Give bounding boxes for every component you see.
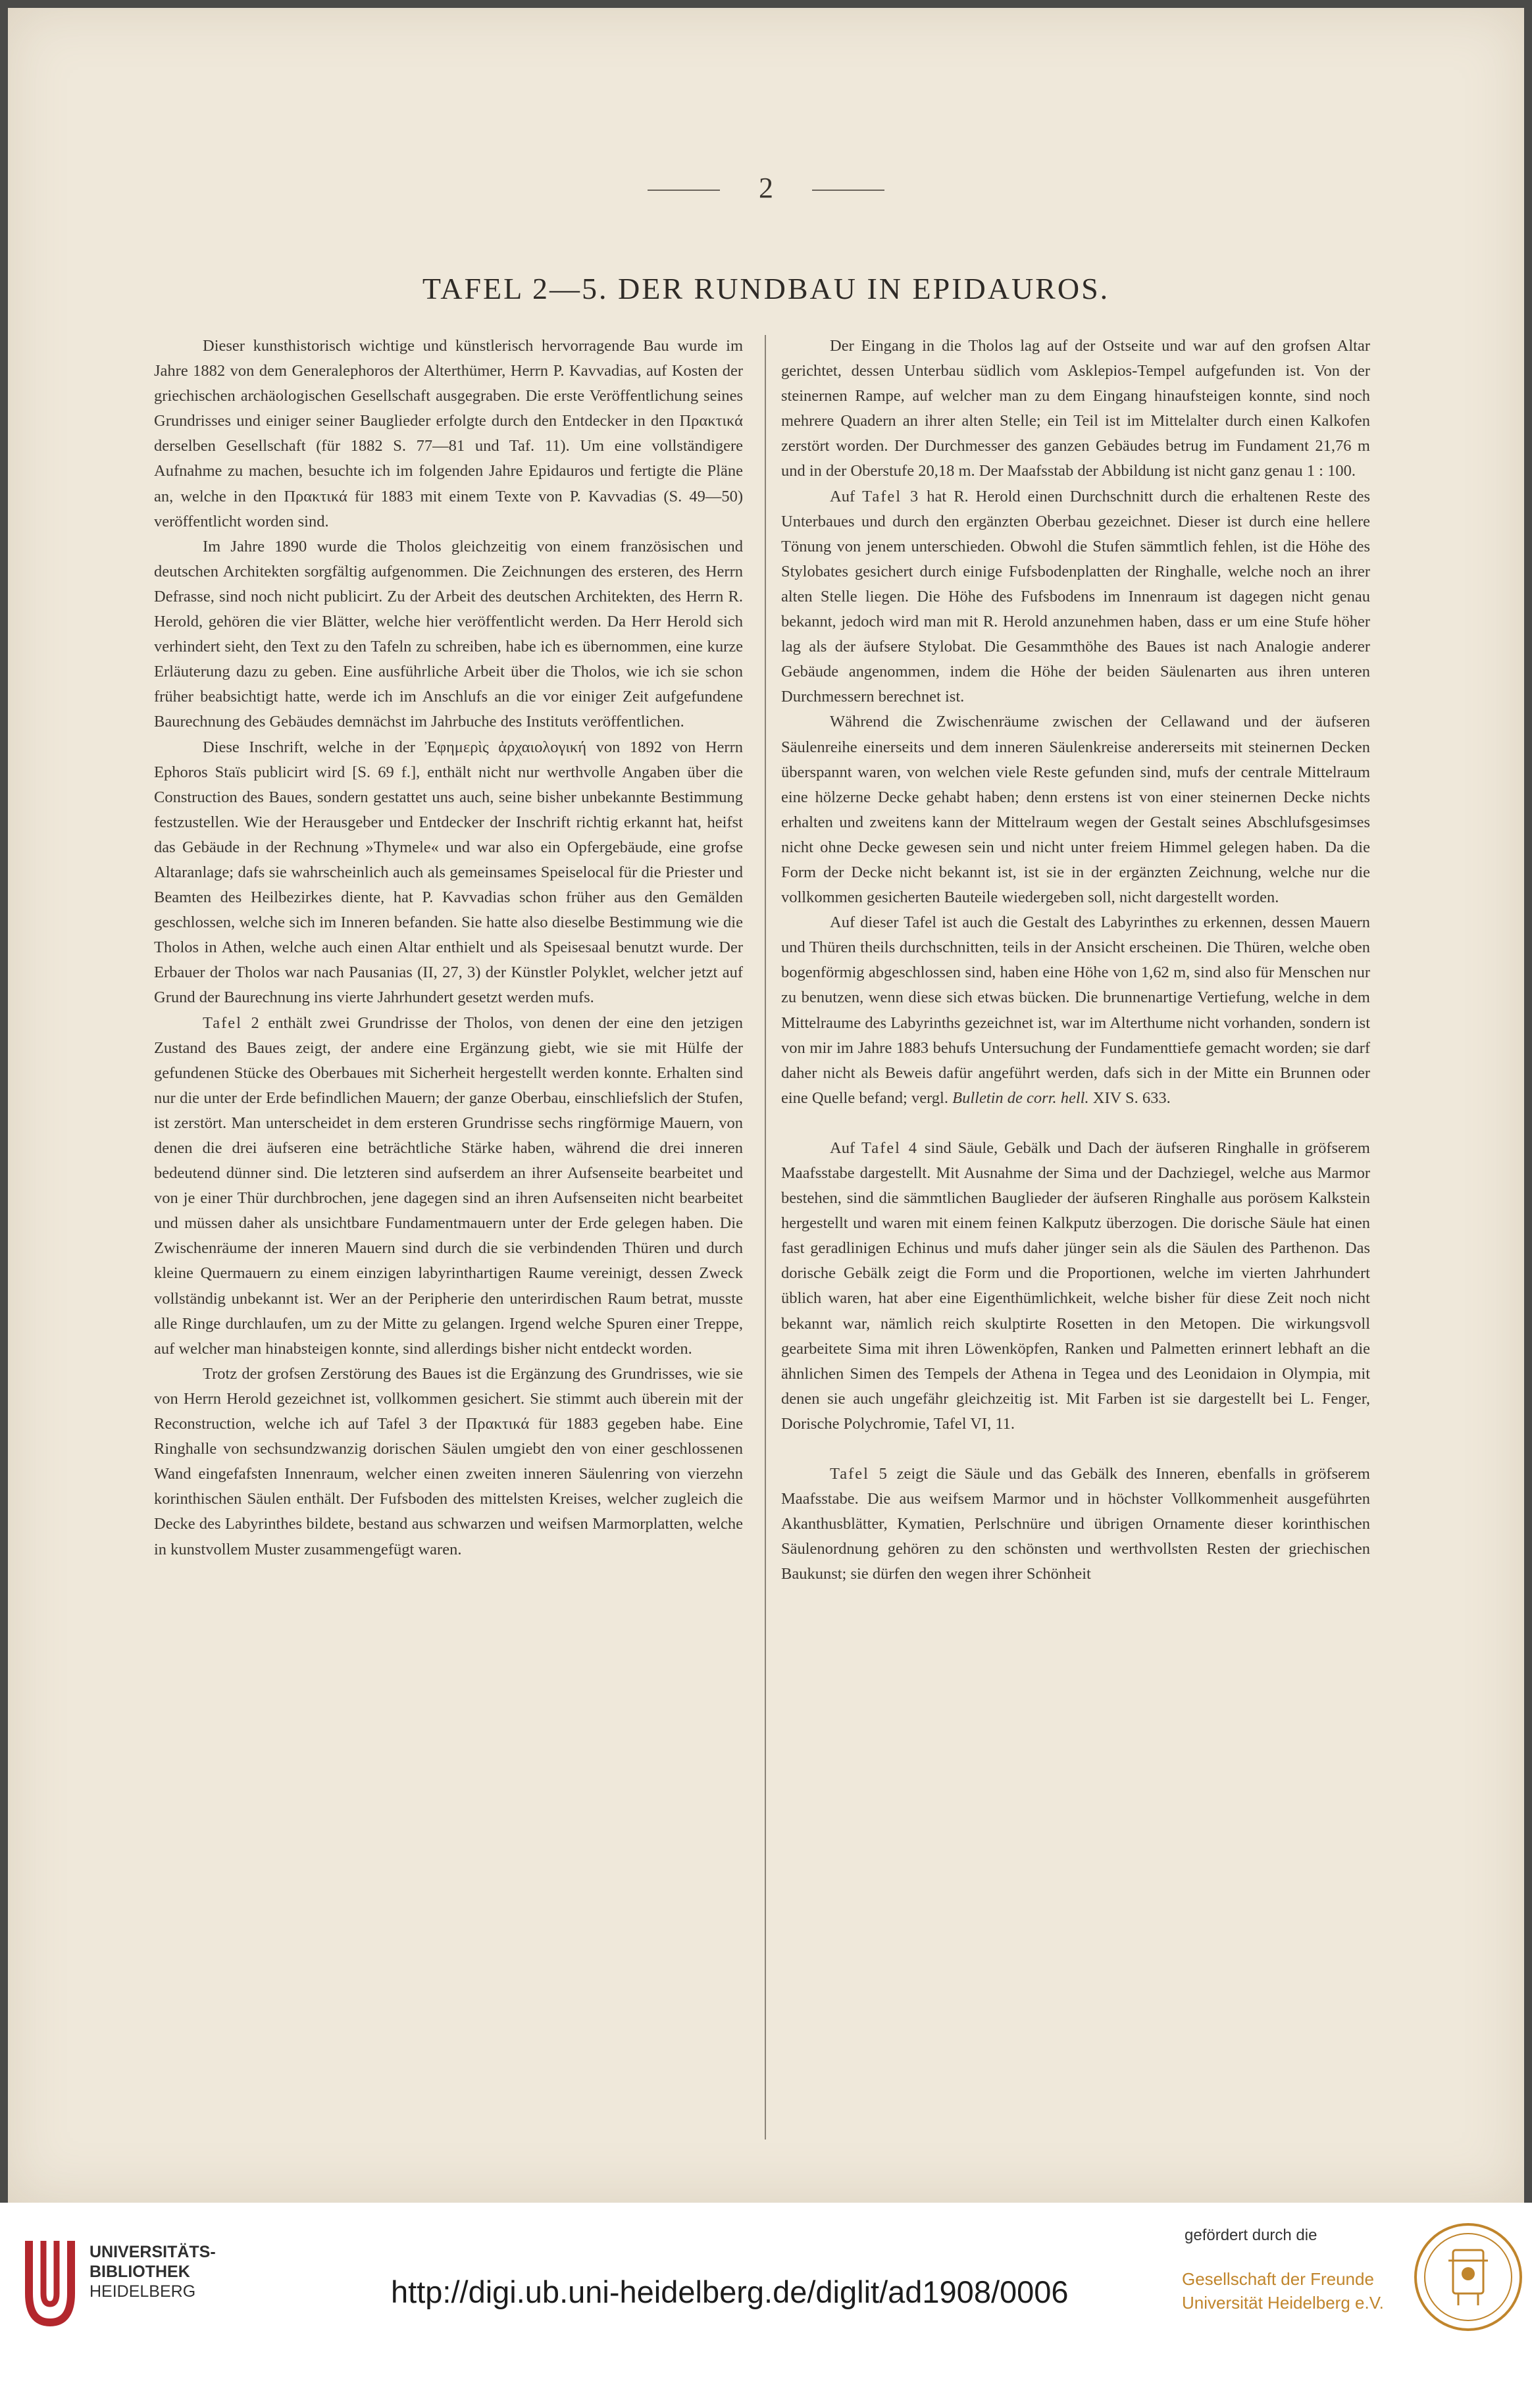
- paragraph: Trotz der grofsen Zerstörung des Baues ist die Ergänzung des Grundrisses, wie sie von Herrn Herold gezeichnet ist, vollkommen gesichert. Sie stimmt auch überein mit der Reconstruction, welche ich auf Tafel 3 der Πρακτικά für 1883 gegeben habe. Eine Ringhalle von sechsundzwanzig dorischen Säulen umgiebt den von einer geschlossenen Wand eingefafsten Innenraum, welcher einen zweiten inneren Säulenring von vierzehn korinthischen Säulen enthält. Der Fufsboden des mittelsten Kreises, welcher zugleich die Decke des Labyrinthes bildete, bestand aus schwarzen und weifsen Marmorplatten, welche in kunstvollem Muster zusammengefügt waren.: [154, 1364, 743, 1558]
- university-library-logo-icon: [17, 2236, 83, 2334]
- plate-reference: Tafel 4: [861, 1139, 919, 1157]
- column-divider: [765, 335, 766, 2139]
- paragraph: [781, 484, 1370, 710]
- university-seal-icon: [1412, 2221, 1524, 2333]
- paragraph-text: Auf: [830, 1139, 861, 1157]
- plate-reference: Tafel 5: [830, 1465, 888, 1483]
- page-number-line: [8, 171, 1524, 205]
- institution-line: HEIDELBERG: [89, 2282, 196, 2301]
- paragraph-text: sind Säule, Gebälk und Dach der äufseren Ringhalle in gröfserem Maafsstabe dargestellt. Mit Ausnahme der Sima und der Dachziegel, welche aus Marmor bestehen, sind die sämmtlichen Bauglieder der äufseren Ringhalle aus porösem Kalkstein hergestellt und waren mit einem feinen Kalkputz überzogen. Die dorische Säule hat einen fast geradlinigen Echinus und mufs daher jünger sein als die Säulen des Parthenon. Das dorische Gebälk zeigt die Form und die Proportionen, welche im vierten Jahrhundert üblich waren, hat aber eine Eigenthümlichkeit, welche bisher für diese Zeit noch nicht bekannt war, nämlich reich skulptirte Rosetten in den Metopen. Die wirkungsvoll gearbeitete Sima mit ihren Löwenköpfen, Ranken und Palmetten erinnert lebhaft an die ähnlichen Simen des Tempels der Athena in Tegea und des Leonidaion in Olympia, mit denen sie auch ungefähr gleichzeitig ist. Mit Farben ist sie dargestellt bei L. Fenger, Dorische Polychromie, Tafel VI, 11.: [781, 1139, 1370, 1433]
- paragraph-text: hat R. Herold einen Durchschnitt durch die erhaltenen Reste des Unterbaues und durch den ergänzten Oberbau gezeichnet. Dieser ist durch eine hellere Tönung von jenem unterschieden. Obwohl die Stufen sämmtlich fehlen, ist die Höhe des Stylobates gesichert durch einige Fufsbodenplatten der Ringhalle, welche noch an ihrer alten Stelle liegen. Die Höhe des Fufsbodens im Innenraum ist dagegen nicht genau bekannt, jedoch wird man mit R. Herold anzunehmen haben, dass er um eine Stufe höher lag als der äufsere Stylobat. Die Gesammthöhe des Baues ist nach Analogie anderer Gebäude angenommen, indem die Höhe der beiden Säulenarten aus ihren unteren Durchmessern berechnet ist.: [781, 487, 1370, 706]
- scanned-page: [8, 8, 1524, 2203]
- sponsor-line: Universität Heidelberg e.V.: [1182, 2293, 1384, 2313]
- paragraph: Während die Zwischenräume zwischen der Cellawand und der äufseren Säulenreihe einerseits und dem inneren Säulenkreise andererseits mit steinernen Decken überspannt waren, von welchen viele Reste gefunden sind, mufs der centrale Mittelraum eine hölzerne Decke gehabt haben; denn erstens ist von einer steinernen Decke nichts erhalten und zweitens kann der Mittelraum wegen der Gestalt seines Abschlufsgesimses nicht ohne Decke gewesen sein und nicht unter freiem Himmel gelegen haben. Da die Form der Decke nicht bekannt ist, ist sie in der ergänzten Zeichnung, welche nur die vollkommen gesicherten Bauteile wiedergeben soll, nicht dargestellt worden.: [781, 713, 1370, 907]
- paragraph-text: zeigt die Säule und das Gebälk des Inneren, ebenfalls in gröfserem Maafsstabe. Die aus weifsem Marmor und in höchster Vollkommenheit ausgeführten Akanthusblätter, Kymatien, Perlschnüre und übrigen Ornamente dieser korinthischen Säulenordnung gehören zu den schönsten und werthvollsten Resten der griechischen Baukunst; sie dürfen den wegen ihrer Schönheit: [781, 1465, 1370, 1583]
- paragraph-text: XIV S. 633.: [1088, 1089, 1171, 1107]
- paragraph: Im Jahre 1890 wurde die Tholos gleichzeitig von einem französischen und deutschen Architekten sorgfältig aufgenommen. Die Zeichnungen des ersteren, des Herrn Defrasse, sind noch nicht publicirt. Zu der Arbeit des deutschen Architekten, des Herrn R. Herold, gehören die vier Blätter, welche hier veröffentlicht werden. Da Herr Herold sich verhindert sieht, den Text zu den Tafeln zu schreiben, habe ich es übernommen, eine kurze Erläuterung dazu zu geben. Eine ausführliche Arbeit über die Tholos, wie ich sie schon früher beabsichtigt hatte, werde ich im Anschlufs an die vor einiger Zeit aufgefundene Baurechnung des Gebäudes demnächst im Jahrbuche des Instituts veröffentlichen.: [154, 537, 743, 731]
- sponsor-line: Gesellschaft der Freunde: [1182, 2269, 1374, 2289]
- footer-bar: [0, 2203, 1532, 2408]
- paragraph: Dieser kunsthistorisch wichtige und künstlerisch hervorragende Bau wurde im Jahre 1882 von dem Generalephoros der Alterthümer, Herrn P. Kavvadias, auf Kosten der griechischen archäologischen Gesellschaft ausgegraben. Die erste Veröffentlichung seines Grundrisses und einiger seiner Bauglieder erfolgte durch den Entdecker in den Πρακτικά derselben Gesellschaft (für 1882 S. 77—81 und Taf. 11). Um eine vollständigere Aufnahme zu machen, besuchte ich im folgenden Jahre Epidauros und fertigte die Pläne an, welche in den Πρακτικά für 1883 mit einem Texte von P. Kavvadias (S. 49—50) veröffentlicht worden sind.: [154, 337, 743, 530]
- left-column: [154, 334, 743, 1562]
- paragraph: [781, 910, 1370, 1111]
- paragraph: [781, 1136, 1370, 1437]
- paragraph-text: Auf dieser Tafel ist auch die Gestalt des Labyrinthes zu erkennen, dessen Mauern und Thüren theils durchschnitten, teils in der Ansicht erscheinen. Die Thüren, welche oben bogenförmig abgeschlossen sind, haben eine Höhe von 1,62 m, sind also für Menschen nur zu benutzen, wenn diese sich etwas bücken. Die brunnenartige Vertiefung, welche in dem Mittelraume des Labyrinths gezeichnet ist, war im Alterthume nicht vorhanden, sondern ist von mir im Jahre 1883 behufs Untersuchung der Fundamenttiefe gemacht worden; sie darf daher nicht als Beweis dafür angeführt werden, dafs sich in der Mitte ein Brunnen oder eine Quelle befand; vergl.: [781, 913, 1370, 1107]
- institution-name: [89, 2242, 216, 2301]
- paragraph: [781, 1462, 1370, 1587]
- paragraph: Der Eingang in die Tholos lag auf der Ostseite und war auf den grofsen Altar gerichtet, dessen Unterbau südlich vom Asklepios-Tempel aufgefunden ist. Von der steinernen Rampe, auf welcher man zu dem Eingang hinaufsteigen konnte, sind noch mehrere Quadern an ihrer alten Stelle; ein Teil ist im Mittelalter durch einen Kalkofen zerstört worden. Der Durchmesser des ganzen Gebäudes betrug im Fundament 21,76 m und in der Oberstufe 20,18 m. Der Maafsstab der Abbildung ist nicht ganz genau 1 : 100.: [781, 337, 1370, 480]
- sponsor-label: gefördert durch die: [1185, 2226, 1317, 2244]
- journal-reference: Bulletin de corr. hell.: [952, 1089, 1089, 1107]
- paragraph: [154, 1011, 743, 1362]
- institution-line: BIBLIOTHEK: [89, 2263, 190, 2281]
- plate-reference: Tafel 3: [862, 487, 920, 505]
- sponsor-name: [1182, 2267, 1384, 2315]
- paragraph-text: Auf: [830, 487, 863, 505]
- page-title: TAFEL 2—5. DER RUNDBAU IN EPIDAUROS.: [422, 272, 1110, 305]
- paragraph: Diese Inschrift, welche in der Ἐφημερὶς ἀρχαιολογική von 1892 von Herrn Ephoros Staïs publicirt wird [S. 69 f.], enthält nicht nur werthvolle Angaben über die Construction des Baues, sondern gestattet uns auch, seine bisher unbekannte Bestimmung festzustellen. Wie der Herausgeber und Entdecker der Inschrift richtig erkannt hat, heifst das Gebäude in der Rechnung »Thymele« und war also ein Opfergebäude, eine grofse Altaranlage; dafs sie wahrscheinlich auch als gemeinsames Speiselocal für die Priester und Beamten des Heilbezirkes diente, hat P. Kavvadias schon früher aus den Gemälden geschlossen, welche sich im Inneren befanden. Sie hatte also dieselbe Bestimmung wie die Tholos in Athen, welche auch einen Altar enthielt und als Speisesaal benutzt wurde. Der Erbauer der Tholos war nach Pausanias (II, 27, 3) der Künstler Polyklet, welcher jetzt auf Grund der Baurechnung ins vierte Jahrhundert gesetzt werden mufs.: [154, 738, 743, 1007]
- paragraph-text: enthält zwei Grundrisse der Tholos, von denen der eine den jetzigen Zustand des Baues zeigt, der andere eine Ergänzung giebt, wie sie mit Hülfe der gefundenen Stücke des Oberbaues mit Sicherheit hergestellt werden konnte. Erhalten sind nur die unter der Erde befindlichen Mauern; der ganze Oberbau, einschliefslich der Stufen, ist zerstört. Man unterscheidet in dem ersteren Grundrisse sechs ringförmige Mauern, von denen die drei äufseren eine beträchtliche Stärke haben, während die drei inneren bedeutend dünner sind. Die letzteren sind aufserdem an ihrer Aufsenseite bearbeitet und von je einer Thür durchbrochen, jene dagegen sind an ihren Aufsenseiten nicht bearbeitet und müssen daher als unsichtbare Fundamentmauern unter der Erde gelegen haben. Die Zwischenräume der inneren Mauern sind durch die sie verbindenden Thüren und durch kleine Quermauern zu einem einzigen labyrinthartigen Raume vereinigt, dessen Zweck vollständig unbekannt ist. Wer an der Peripherie den unterirdischen Raum betrat, musste alle Ringe durchlaufen, um zu der Mitte zu gelangen. Irgend welche Spuren einer Treppe, auf welcher man hinabsteigen konnte, sind allerdings bisher nicht entdeckt worden.: [154, 1013, 743, 1358]
- page-number-rule-right: [812, 190, 884, 191]
- plate-reference: Tafel 2: [203, 1013, 261, 1032]
- right-column: [781, 334, 1370, 1587]
- page-number-rule-left: [648, 190, 720, 191]
- permalink-url[interactable]: http://digi.ub.uni-heidelberg.de/diglit/ad1908/0006: [391, 2274, 1069, 2309]
- institution-line: UNIVERSITÄTS-: [89, 2243, 216, 2261]
- page-number: 2: [759, 172, 773, 204]
